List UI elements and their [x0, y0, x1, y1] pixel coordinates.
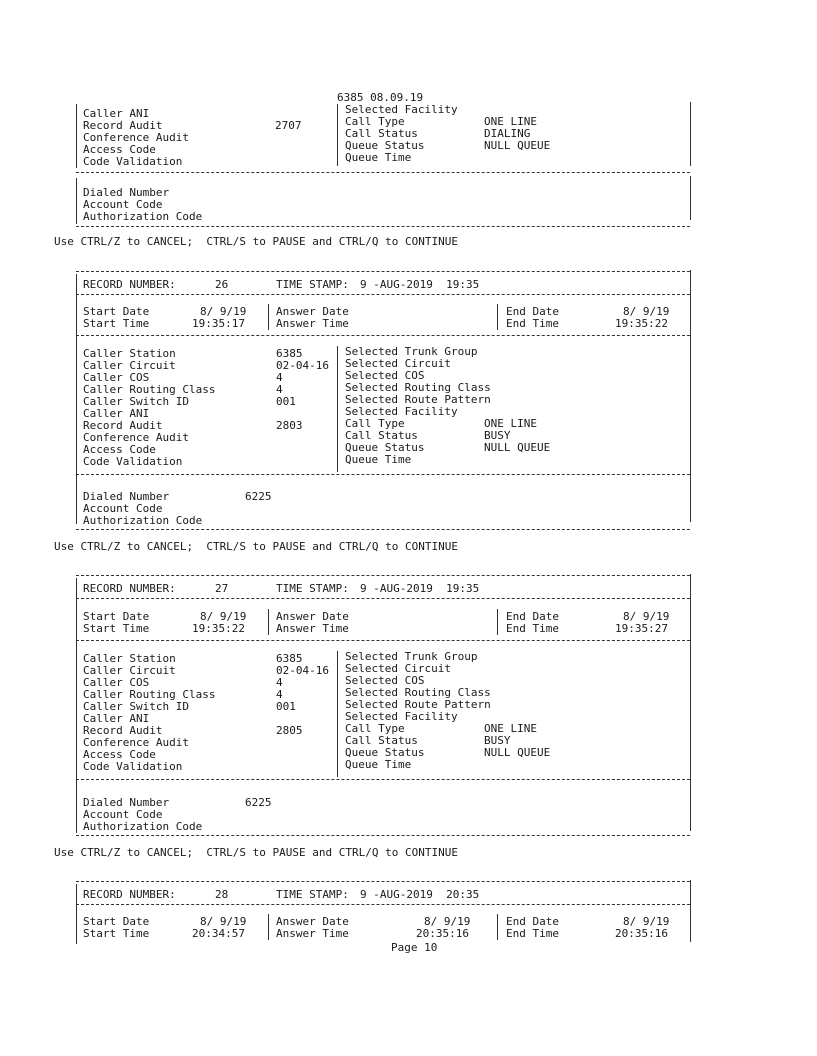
record-number: 27 [215, 582, 229, 595]
field-label: End Time [506, 622, 559, 635]
field-label: Caller Circuit [83, 359, 176, 372]
cancel-instruction: Use CTRL/Z to CANCEL; CTRL/S to PAUSE and CTRL/Q to CONTINUE [54, 235, 458, 248]
border-line [337, 346, 338, 472]
field-value: 19:35:27 [615, 622, 668, 635]
field-label: Start Date [83, 915, 150, 928]
field-label: Caller ANI [83, 107, 150, 120]
divider [76, 474, 690, 475]
record-number-label: RECORD NUMBER: [83, 278, 176, 291]
field-label: Start Date [83, 610, 150, 623]
field-label: Queue Time [345, 453, 412, 466]
time-stamp-label: TIME STAMP: [276, 888, 349, 901]
border-line [76, 884, 77, 944]
field-label: Start Time [83, 622, 150, 635]
field-value: 4 [276, 383, 283, 396]
field-label: Call Status [345, 734, 418, 747]
field-label: Account Code [83, 808, 163, 821]
field-value: ONE LINE [484, 115, 537, 128]
divider [76, 904, 690, 905]
field-label: Call Status [345, 429, 418, 442]
time-stamp-label: TIME STAMP: [276, 582, 349, 595]
divider [76, 529, 690, 530]
field-label: Caller ANI [83, 407, 150, 420]
border-line [76, 274, 77, 524]
field-label: Conference Audit [83, 131, 189, 144]
border-line [497, 914, 498, 940]
field-label: Caller Switch ID [83, 395, 189, 408]
record-number-label: RECORD NUMBER: [83, 888, 176, 901]
field-label: Start Date [83, 305, 150, 318]
field-label: Answer Time [276, 622, 349, 635]
field-value: 19:35:22 [192, 622, 245, 635]
cancel-instruction: Use CTRL/Z to CANCEL; CTRL/S to PAUSE and CTRL/Q to CONTINUE [54, 540, 458, 553]
field-label: Account Code [83, 502, 163, 515]
field-label: Queue Time [345, 151, 412, 164]
border-line [337, 651, 338, 777]
field-value: 2803 [276, 419, 303, 432]
field-label: Start Time [83, 317, 150, 330]
field-label: Answer Date [276, 915, 349, 928]
border-line [497, 304, 498, 330]
field-value: 001 [276, 395, 296, 408]
field-label: Selected Route Pattern [345, 698, 491, 711]
field-label: Answer Date [276, 305, 349, 318]
time-stamp: 9 -AUG-2019 20:35 [360, 888, 480, 901]
field-label: Caller Routing Class [83, 688, 216, 701]
field-label: Authorization Code [83, 820, 203, 833]
field-label: End Time [506, 927, 559, 940]
border-line [76, 578, 77, 833]
field-label: Caller Station [83, 347, 176, 360]
field-label: End Time [506, 317, 559, 330]
field-label: End Date [506, 915, 559, 928]
field-value: 8/ 9/19 [623, 305, 670, 318]
record-number: 26 [215, 278, 229, 291]
border-line [690, 102, 691, 166]
field-label: Dialed Number [83, 490, 170, 503]
cancel-instruction: Use CTRL/Z to CANCEL; CTRL/S to PAUSE and CTRL/Q to CONTINUE [54, 846, 458, 859]
field-label: Selected Circuit [345, 357, 451, 370]
field-label: Caller COS [83, 676, 150, 689]
field-value: 19:35:22 [615, 317, 668, 330]
field-label: Queue Status [345, 441, 425, 454]
border-line [337, 104, 338, 166]
field-label: Authorization Code [83, 514, 203, 527]
field-label: Call Status [345, 127, 418, 140]
divider [76, 881, 690, 882]
field-label: Authorization Code [83, 210, 203, 223]
field-value: 8/ 9/19 [200, 305, 247, 318]
time-stamp: 9 -AUG-2019 19:35 [360, 582, 480, 595]
field-value: 4 [276, 688, 283, 701]
divider [76, 598, 690, 599]
divider [76, 779, 690, 780]
field-label: Queue Status [345, 746, 425, 759]
field-label: Call Type [345, 115, 405, 128]
divider [76, 271, 690, 272]
divider [76, 172, 690, 173]
border-line [690, 574, 691, 831]
field-label: Conference Audit [83, 736, 189, 749]
field-label: Caller Circuit [83, 664, 176, 677]
field-label: Call Type [345, 722, 405, 735]
divider [76, 640, 690, 641]
border-line [497, 609, 498, 635]
field-value: 6225 [245, 490, 272, 503]
divider [76, 575, 690, 576]
field-value: NULL QUEUE [484, 441, 551, 454]
field-label: Account Code [83, 198, 163, 211]
header-code: 6385 08.09.19 [337, 91, 424, 104]
field-value: BUSY [484, 429, 511, 442]
field-label: Call Type [345, 417, 405, 430]
field-label: Selected Trunk Group [345, 345, 478, 358]
field-value: 8/ 9/19 [200, 610, 247, 623]
border-line [268, 304, 269, 330]
field-value: 20:35:16 [615, 927, 668, 940]
field-value: 02-04-16 [276, 664, 329, 677]
time-stamp: 9 -AUG-2019 19:35 [360, 278, 480, 291]
field-label: Selected Trunk Group [345, 650, 478, 663]
field-label: Access Code [83, 748, 156, 761]
field-value: NULL QUEUE [484, 746, 551, 759]
field-label: Code Validation [83, 760, 183, 773]
divider [76, 226, 690, 227]
divider [76, 294, 690, 295]
field-label: Selected COS [345, 674, 425, 687]
border-line [268, 914, 269, 940]
field-value: 6225 [245, 796, 272, 809]
field-label: Queue Status [345, 139, 425, 152]
field-value: 2805 [276, 724, 303, 737]
field-value: 6385 [276, 347, 303, 360]
field-label: Code Validation [83, 155, 183, 168]
field-label: Caller Switch ID [83, 700, 189, 713]
field-value: 6385 [276, 652, 303, 665]
record-number: 28 [215, 888, 229, 901]
border-line [690, 880, 691, 942]
field-label: Caller COS [83, 371, 150, 384]
field-label: Selected Routing Class [345, 686, 491, 699]
field-value: 8/ 9/19 [623, 915, 670, 928]
field-label: Selected Facility [345, 103, 458, 116]
field-label: Selected Facility [345, 405, 458, 418]
field-label: Answer Time [276, 927, 349, 940]
time-stamp-label: TIME STAMP: [276, 278, 349, 291]
field-value: 2707 [275, 119, 302, 132]
field-value: ONE LINE [484, 722, 537, 735]
page-number: Page 10 [391, 941, 438, 954]
field-label: Queue Time [345, 758, 412, 771]
field-label: Access Code [83, 143, 156, 156]
field-value: NULL QUEUE [484, 139, 551, 152]
field-label: Caller ANI [83, 712, 150, 725]
field-label: Record Audit [83, 419, 163, 432]
divider [76, 335, 690, 336]
field-label: Start Time [83, 927, 150, 940]
field-label: End Date [506, 610, 559, 623]
divider [76, 835, 690, 836]
border-line [76, 178, 77, 224]
field-label: Record Audit [83, 119, 163, 132]
field-value: 8/ 9/19 [200, 915, 247, 928]
field-label: Selected Facility [345, 710, 458, 723]
field-value: 20:34:57 [192, 927, 245, 940]
border-line [690, 176, 691, 220]
field-value: 001 [276, 700, 296, 713]
field-value: 4 [276, 676, 283, 689]
border-line [690, 270, 691, 522]
field-value: BUSY [484, 734, 511, 747]
record-number-label: RECORD NUMBER: [83, 582, 176, 595]
field-label: Selected Circuit [345, 662, 451, 675]
field-value: 4 [276, 371, 283, 384]
field-value: 8/ 9/19 [623, 610, 670, 623]
field-label: Dialed Number [83, 796, 170, 809]
border-line [76, 104, 77, 168]
field-label: Selected Route Pattern [345, 393, 491, 406]
field-value: 8/ 9/19 [424, 915, 471, 928]
field-label: Conference Audit [83, 431, 189, 444]
field-label: Dialed Number [83, 186, 170, 199]
field-value: 19:35:17 [192, 317, 245, 330]
field-label: Answer Date [276, 610, 349, 623]
field-label: Record Audit [83, 724, 163, 737]
field-label: Code Validation [83, 455, 183, 468]
field-label: Selected COS [345, 369, 425, 382]
field-value: 02-04-16 [276, 359, 329, 372]
field-label: Selected Routing Class [345, 381, 491, 394]
field-value: ONE LINE [484, 417, 537, 430]
field-label: Caller Station [83, 652, 176, 665]
field-value: DIALING [484, 127, 531, 140]
field-label: Caller Routing Class [83, 383, 216, 396]
border-line [268, 609, 269, 635]
field-value: 20:35:16 [416, 927, 469, 940]
field-label: Answer Time [276, 317, 349, 330]
field-label: End Date [506, 305, 559, 318]
field-label: Access Code [83, 443, 156, 456]
